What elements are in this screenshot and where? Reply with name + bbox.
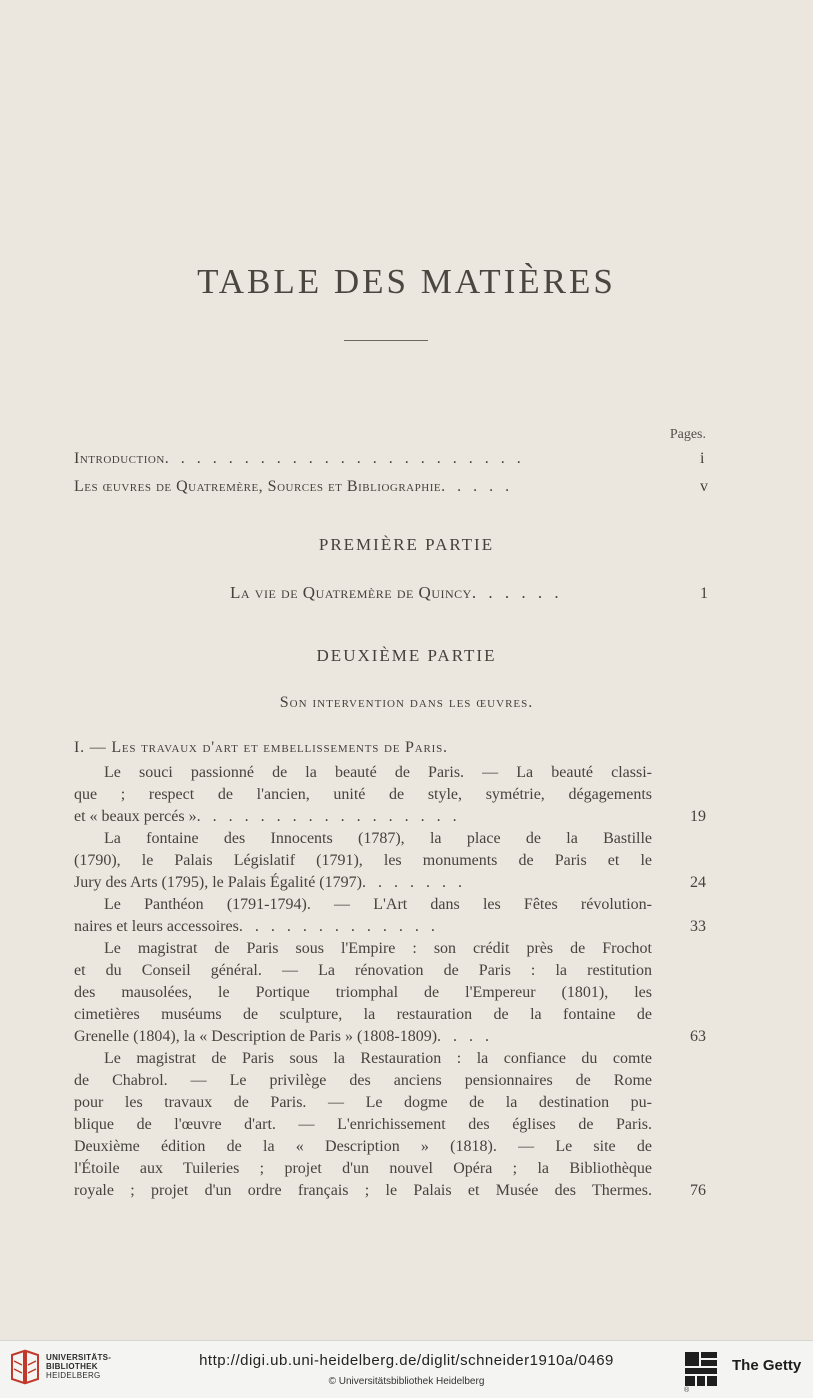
pages-column-label: Pages.: [669, 427, 706, 442]
toc-entry-label: La vie de Quatremère de Quincy: [230, 583, 472, 602]
part-heading-first: PREMIÈRE PARTIE: [318, 535, 495, 554]
paragraph-line: cimetières muséums de sculpture, la restauration de la fontaine de: [74, 1006, 652, 1023]
paragraph-line: (1790), le Palais Législatif (1791), les monuments de Paris et le: [74, 852, 652, 869]
paragraph-line: l'Étoile aux Tuileries ; projet d'un nouvel Opéra ; la Bibliothèque: [74, 1160, 652, 1177]
paragraph-line-last[interactable]: [74, 874, 466, 892]
part-subheading: Son intervention dans les œuvres.: [279, 694, 534, 711]
paragraph-line-text: naires et leurs accessoires: [74, 918, 239, 935]
paragraph-line: des mausolées, le Portique triomphal de l'Empereur (1801), les: [74, 984, 652, 1001]
leader-dots: . . . . .: [441, 478, 514, 495]
paragraph-line-last: royale ; projet d'un ordre français ; le Palais et Musée des Thermes.: [74, 1182, 652, 1199]
paragraph-line: blique de l'œuvre d'art. — L'enrichissement des églises de Paris.: [74, 1116, 652, 1133]
toc-page-number: 63: [690, 1028, 706, 1045]
toc-page-number: 19: [690, 808, 706, 825]
paragraph-line-last[interactable]: [74, 808, 461, 826]
paragraph-line: Le Panthéon (1791-1794). — L'Art dans les Fêtes révolution-: [104, 896, 652, 913]
paragraph-line: que ; respect de l'ancien, unité de style, symétrie, dégagements: [74, 786, 652, 803]
toc-entry-vie[interactable]: [230, 583, 563, 603]
registered-mark: ®: [684, 1387, 690, 1394]
part-heading-second: DEUXIÈME PARTIE: [316, 646, 497, 665]
paragraph-line-text: Grenelle (1804), la « Description de Paris » (1808-1809): [74, 1028, 438, 1045]
section-heading: I. — Les travaux d'art et embellissements de Paris.: [74, 739, 448, 756]
toc-page-number: 1: [700, 585, 708, 602]
toc-page-number: 33: [690, 918, 706, 935]
leader-dots: . . . . . . . . . . . . . . . . .: [196, 808, 461, 825]
permalink-url[interactable]: http://digi.ub.uni-heidelberg.de/diglit/schneider1910a/0469: [199, 1352, 614, 1369]
toc-page-number: 24: [690, 874, 706, 891]
paragraph-line: et du Conseil général. — La rénovation de Paris : la restitution: [74, 962, 652, 979]
paragraph-line-last[interactable]: [74, 1028, 493, 1046]
leader-dots: . . . . . .: [471, 583, 563, 602]
paragraph-line-last[interactable]: [74, 918, 439, 936]
toc-page-number: v: [700, 478, 708, 495]
getty-logo-icon: [684, 1351, 718, 1387]
toc-entry-introduction[interactable]: [74, 450, 525, 468]
paragraph-line: Deuxième édition de la « Description » (1818). — Le site de: [74, 1138, 652, 1155]
paragraph-line-text: Jury des Arts (1795), le Palais Égalité (1797): [74, 874, 362, 891]
paragraph-line: de Chabrol. — Le privilège des anciens pensionnaires de Rome: [74, 1072, 652, 1089]
title-rule: [344, 340, 428, 341]
paragraph-line: Le souci passionné de la beauté de Paris. — La beauté classi-: [104, 764, 652, 781]
copyright-notice: © Universitätsbibliothek Heidelberg: [328, 1376, 485, 1387]
page-title: TABLE DES MATIÈRES: [197, 262, 616, 301]
paragraph-line: Le magistrat de Paris sous la Restauration : la confiance du comte: [104, 1050, 652, 1067]
toc-entry-label: Les œuvres de Quatremère, Sources et Bibliographie: [74, 478, 442, 495]
paragraph-line: Le magistrat de Paris sous l'Empire : son crédit près de Frochot: [104, 940, 652, 957]
library-name: UNIVERSITÄTS- BIBLIOTHEK HEIDELBERG: [46, 1353, 112, 1380]
leader-dots: . . . . . . .: [361, 874, 466, 891]
leader-dots: . . . . . . . . . . . . .: [238, 918, 439, 935]
paragraph-line: pour les travaux de Paris. — Le dogme de la destination pu-: [74, 1094, 652, 1111]
viewer-footer: [0, 1340, 813, 1398]
toc-page-number: 76: [690, 1182, 706, 1199]
leader-dots: . . . .: [437, 1028, 494, 1045]
paragraph-line-text: et « beaux percés »: [74, 808, 197, 825]
toc-page-number: i: [700, 450, 705, 467]
toc-entry-oeuvres[interactable]: [74, 478, 513, 496]
toc-entry-label: Introduction: [74, 450, 165, 467]
leader-dots: . . . . . . . . . . . . . . . . . . . . . . .: [164, 450, 525, 467]
getty-name: The Getty: [732, 1357, 802, 1374]
paragraph-line: La fontaine des Innocents (1787), la place de la Bastille: [104, 830, 652, 847]
